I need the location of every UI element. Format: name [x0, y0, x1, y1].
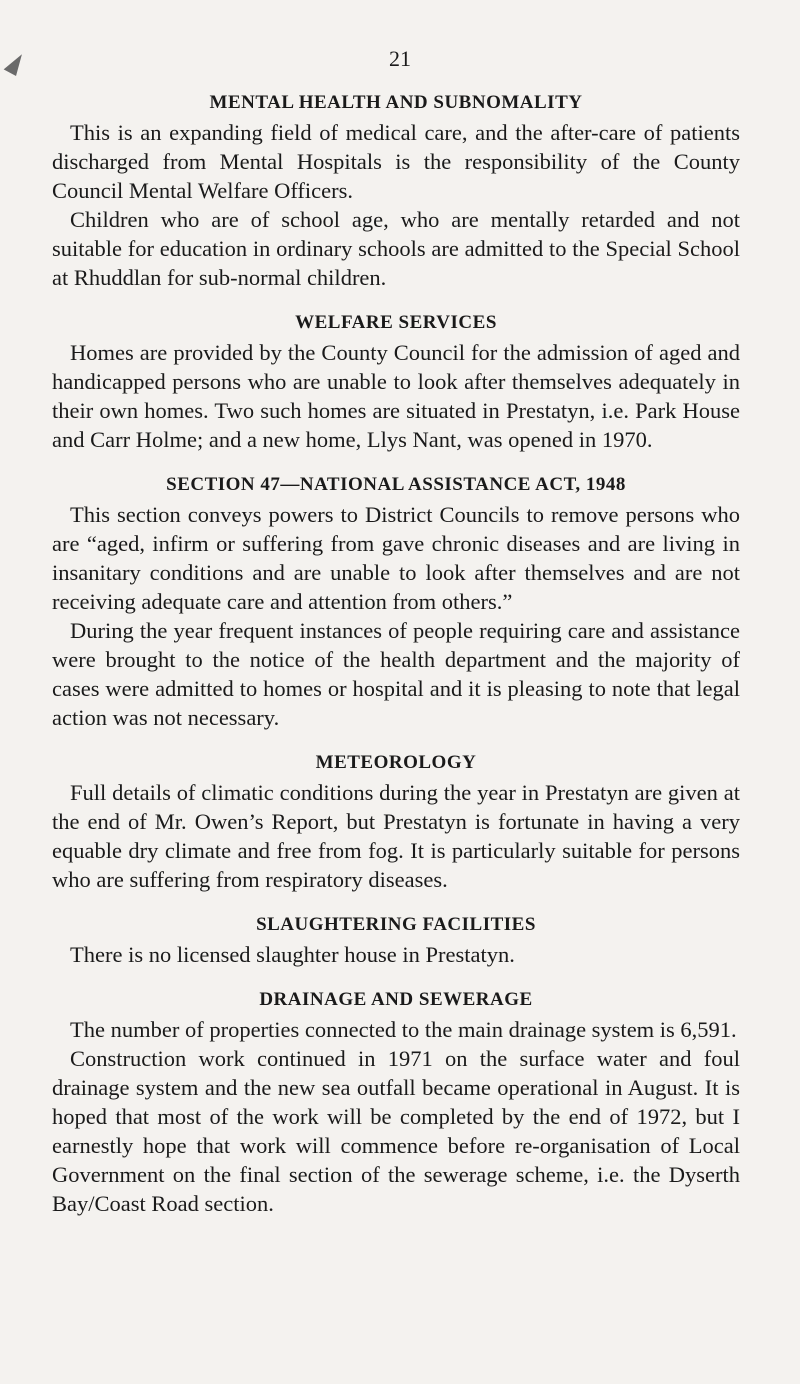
section-mental-health — [52, 92, 740, 292]
paragraph: During the year frequent instances of people requiring care and assistance were brought to the notice of the health department and the majority of cases were admitted to homes or hospital and it is pleasing to note that legal action was not necessary. — [52, 618, 740, 730]
section-welfare-services — [52, 312, 740, 454]
section-heading: DRAINAGE AND SEWERAGE — [259, 989, 533, 1010]
section-heading: SLAUGHTERING FACILITIES — [256, 914, 536, 935]
paragraph: This is an expanding field of medical care, and the after-care of patients discharged from Mental Hospitals is the responsibility of the County Council Mental Welfare Officers. — [52, 120, 740, 203]
section-heading: WELFARE SERVICES — [295, 312, 497, 333]
section-heading: MENTAL HEALTH AND SUBNOMALITY — [209, 92, 583, 113]
section-drainage-sewerage — [52, 989, 740, 1218]
page-number: 21 — [389, 46, 411, 71]
section-heading: SECTION 47—NATIONAL ASSISTANCE ACT, 1948 — [166, 474, 626, 495]
document-body — [52, 92, 740, 1218]
paragraph: There is no licensed slaughter house in Prestatyn. — [70, 942, 515, 967]
paragraph: Full details of climatic conditions during the year in Prestatyn are given at the end of Mr. Owen’s Report, but Prestatyn is fortunate in having a very equable dry climate and free from fog. It is particularly suitable for persons who are suffering from respiratory diseases. — [52, 780, 740, 892]
paragraph: The number of properties connected to the main drainage system is 6,591. — [70, 1017, 737, 1042]
paragraph: This section conveys powers to District Councils to remove persons who are “aged, infirm or suffering from gave chronic diseases and are living in insanitary conditions and are unable to look after themselves and are not receiving adequate care and attention from others.” — [52, 502, 740, 614]
section-heading: METEOROLOGY — [315, 752, 477, 773]
section-national-assistance-act — [52, 474, 740, 732]
section-slaughtering-facilities — [52, 914, 740, 969]
paragraph: Children who are of school age, who are mentally retarded and not suitable for education in ordinary schools are admitted to the Special School at Rhuddlan for sub-normal children. — [52, 207, 740, 290]
paragraph: Construction work continued in 1971 on the surface water and foul drainage system and the new sea outfall became operational in August. It is hoped that most of the work will be completed by the end of 1972, but I earnestly hope that work will commence before re-organisation of Local Government on the final section of the sewerage scheme, i.e. the Dyserth Bay/Coast Road section. — [52, 1046, 740, 1216]
section-meteorology — [52, 752, 740, 894]
paragraph: Homes are provided by the County Council for the admission of aged and handicapped persons who are unable to look after themselves adequately in their own homes. Two such homes are situated in Prestatyn, i.e. Park House and Carr Holme; and a new home, Llys Nant, was opened in 1970. — [52, 340, 740, 452]
